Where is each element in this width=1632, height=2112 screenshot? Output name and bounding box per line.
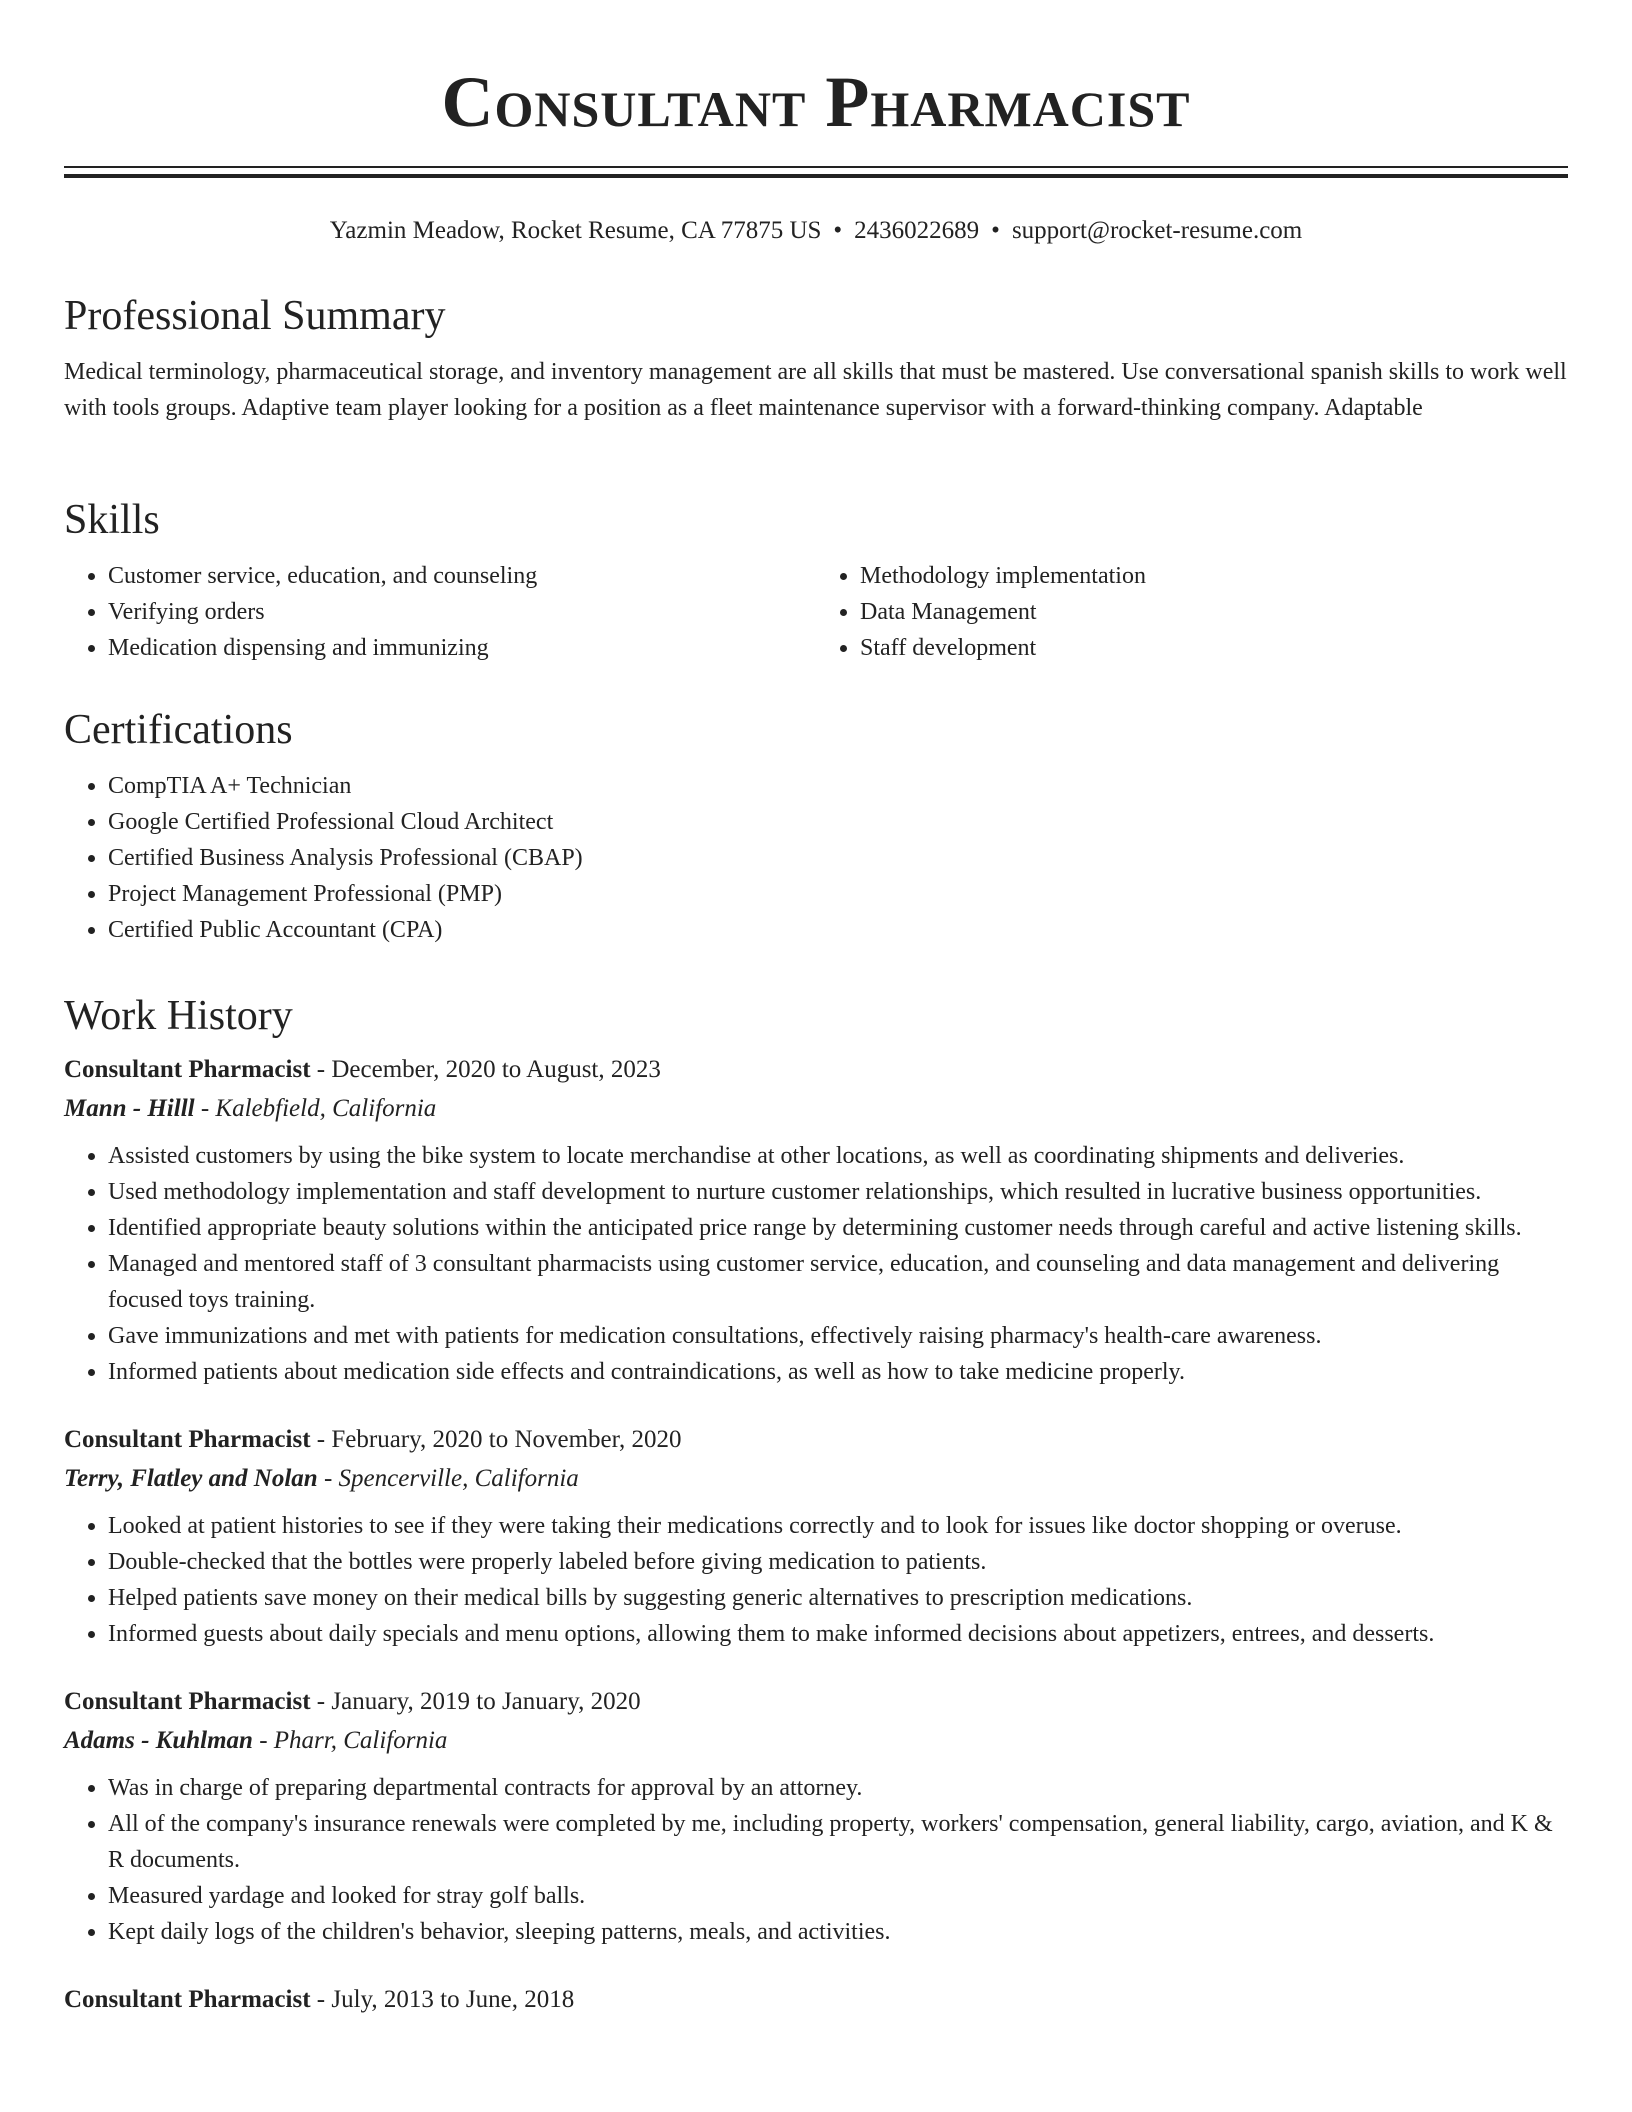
certifications-list	[64, 768, 1568, 948]
resume-page	[64, 0, 1568, 2013]
job-bullet: • Kept daily logs of the children's behavior, sleeping patterns, meals, and activities.	[108, 1914, 1568, 1950]
skills-list-right	[816, 558, 1568, 666]
job-entry	[64, 1420, 1568, 1652]
certification-item: • Certified Public Accountant (CPA)	[108, 912, 1568, 948]
skills-list-left	[64, 558, 816, 666]
job-employer: Terry, Flatley and Nolan - Spencerville, California	[64, 1465, 579, 1492]
summary-heading: Professional Summary	[64, 293, 446, 339]
skill-item: • Medication dispensing and immunizing	[108, 630, 816, 666]
job-dates: February, 2020 to November, 2020	[331, 1426, 682, 1453]
certification-item: • CompTIA A+ Technician	[108, 768, 1568, 804]
contact-email: support@rocket-resume.com	[1011, 217, 1303, 244]
skill-item: • Staff development	[860, 630, 1568, 666]
job-header: Consultant Pharmacist - July, 2013 to June, 2018	[64, 1986, 575, 2013]
job-bullet: • Informed guests about daily specials and menu options, allowing them to make informed decisions about appetizers, entrees, and desserts.	[108, 1616, 1568, 1652]
job-entry	[64, 1980, 1568, 2020]
job-bullet: • Identified appropriate beauty solutions within the anticipated price range by determining customer needs through careful and active listening skills.	[108, 1210, 1568, 1246]
skill-item: • Methodology implementation	[860, 558, 1568, 594]
contact-separator: •	[833, 217, 843, 244]
contact-separator: •	[991, 217, 1000, 244]
job-bullet: • Was in charge of preparing departmental contracts for approval by an attorney.	[108, 1770, 1568, 1806]
contact-phone: 2436022689	[854, 217, 980, 244]
skills-heading: Skills	[64, 497, 160, 543]
job-entry	[64, 1682, 1568, 1950]
job-bullet: • Managed and mentored staff of 3 consultant pharmacists using customer service, education, and counseling and data management and delivering focused toys training.	[108, 1246, 1568, 1318]
summary-text: Medical terminology, pharmaceutical storage, and inventory management are all skills that must be mastered. Use conversational spanish skills to work well with tools groups. Adaptive team player looking for a position as a fleet maintenance supervisor with a forward-thinking company. Adaptable	[64, 359, 1567, 421]
job-title: Consultant Pharmacist	[64, 1688, 311, 1715]
certification-item: • Certified Business Analysis Professional (CBAP)	[108, 840, 1568, 876]
job-bullet: • All of the company's insurance renewals were completed by me, including property, workers' compensation, general liability, cargo, aviation, and K & R documents.	[108, 1806, 1568, 1878]
resume-title: Consultant Pharmacist	[441, 62, 1191, 142]
job-bullet: • Assisted customers by using the bike system to locate merchandise at other locations, as well as coordinating shipments and deliveries.	[108, 1138, 1568, 1174]
job-bullet: • Used methodology implementation and staff development to nurture customer relationships, which resulted in lucrative business opportunities.	[108, 1174, 1568, 1210]
work-section	[64, 990, 1568, 2050]
job-employer: Mann - Hilll - Kalebfield, California	[64, 1095, 437, 1122]
contact-address: Yazmin Meadow, Rocket Resume, CA 77875 US	[329, 217, 822, 244]
job-dates: January, 2019 to January, 2020	[331, 1688, 641, 1715]
job-header: Consultant Pharmacist - January, 2019 to January, 2020	[64, 1688, 641, 1715]
certification-item: • Project Management Professional (PMP)	[108, 876, 1568, 912]
job-entry	[64, 1050, 1568, 1390]
skills-section	[64, 494, 1568, 666]
job-header: Consultant Pharmacist - December, 2020 to August, 2023	[64, 1056, 661, 1083]
job-location: Pharr, California	[273, 1727, 448, 1754]
title-divider-thick	[64, 174, 1568, 178]
job-company: Terry, Flatley and Nolan	[64, 1465, 318, 1492]
job-bullet: • Informed patients about medication side effects and contraindications, as well as how to take medicine properly.	[108, 1354, 1568, 1390]
job-location: Kalebfield, California	[215, 1095, 437, 1122]
job-company: Mann - Hilll	[64, 1095, 195, 1122]
certifications-section	[64, 704, 1568, 948]
job-bullet: • Helped patients save money on their medical bills by suggesting generic alternatives to prescription medications.	[108, 1580, 1568, 1616]
job-header: Consultant Pharmacist - February, 2020 to November, 2020	[64, 1426, 682, 1453]
job-bullets	[64, 1508, 1568, 1652]
work-heading: Work History	[64, 993, 293, 1039]
skill-item: • Customer service, education, and counseling	[108, 558, 816, 594]
skill-item: • Verifying orders	[108, 594, 816, 630]
job-dates: December, 2020 to August, 2023	[331, 1056, 661, 1083]
job-bullet: • Double-checked that the bottles were properly labeled before giving medication to patients.	[108, 1544, 1568, 1580]
job-bullet: • Gave immunizations and met with patients for medication consultations, effectively raising pharmacy's health-care awareness.	[108, 1318, 1568, 1354]
skills-columns	[64, 558, 1568, 666]
title-divider-thin	[64, 166, 1568, 168]
certification-item: • Google Certified Professional Cloud Architect	[108, 804, 1568, 840]
job-employer: Adams - Kuhlman - Pharr, California	[64, 1727, 448, 1754]
job-bullets	[64, 1138, 1568, 1390]
contact-line	[64, 214, 1568, 248]
job-company: Adams - Kuhlman	[64, 1727, 253, 1754]
job-bullet: • Looked at patient histories to see if they were taking their medications correctly and to look for issues like doctor shopping or overuse.	[108, 1508, 1568, 1544]
job-title: Consultant Pharmacist	[64, 1426, 311, 1453]
job-title: Consultant Pharmacist	[64, 1056, 311, 1083]
certifications-heading: Certifications	[64, 707, 293, 753]
skill-item: • Data Management	[860, 594, 1568, 630]
summary-section	[64, 290, 1568, 426]
job-dates: July, 2013 to June, 2018	[331, 1986, 575, 2013]
job-bullet: • Measured yardage and looked for stray golf balls.	[108, 1878, 1568, 1914]
job-location: Spencerville, California	[338, 1465, 579, 1492]
job-title: Consultant Pharmacist	[64, 1986, 311, 2013]
job-bullets	[64, 1770, 1568, 1950]
